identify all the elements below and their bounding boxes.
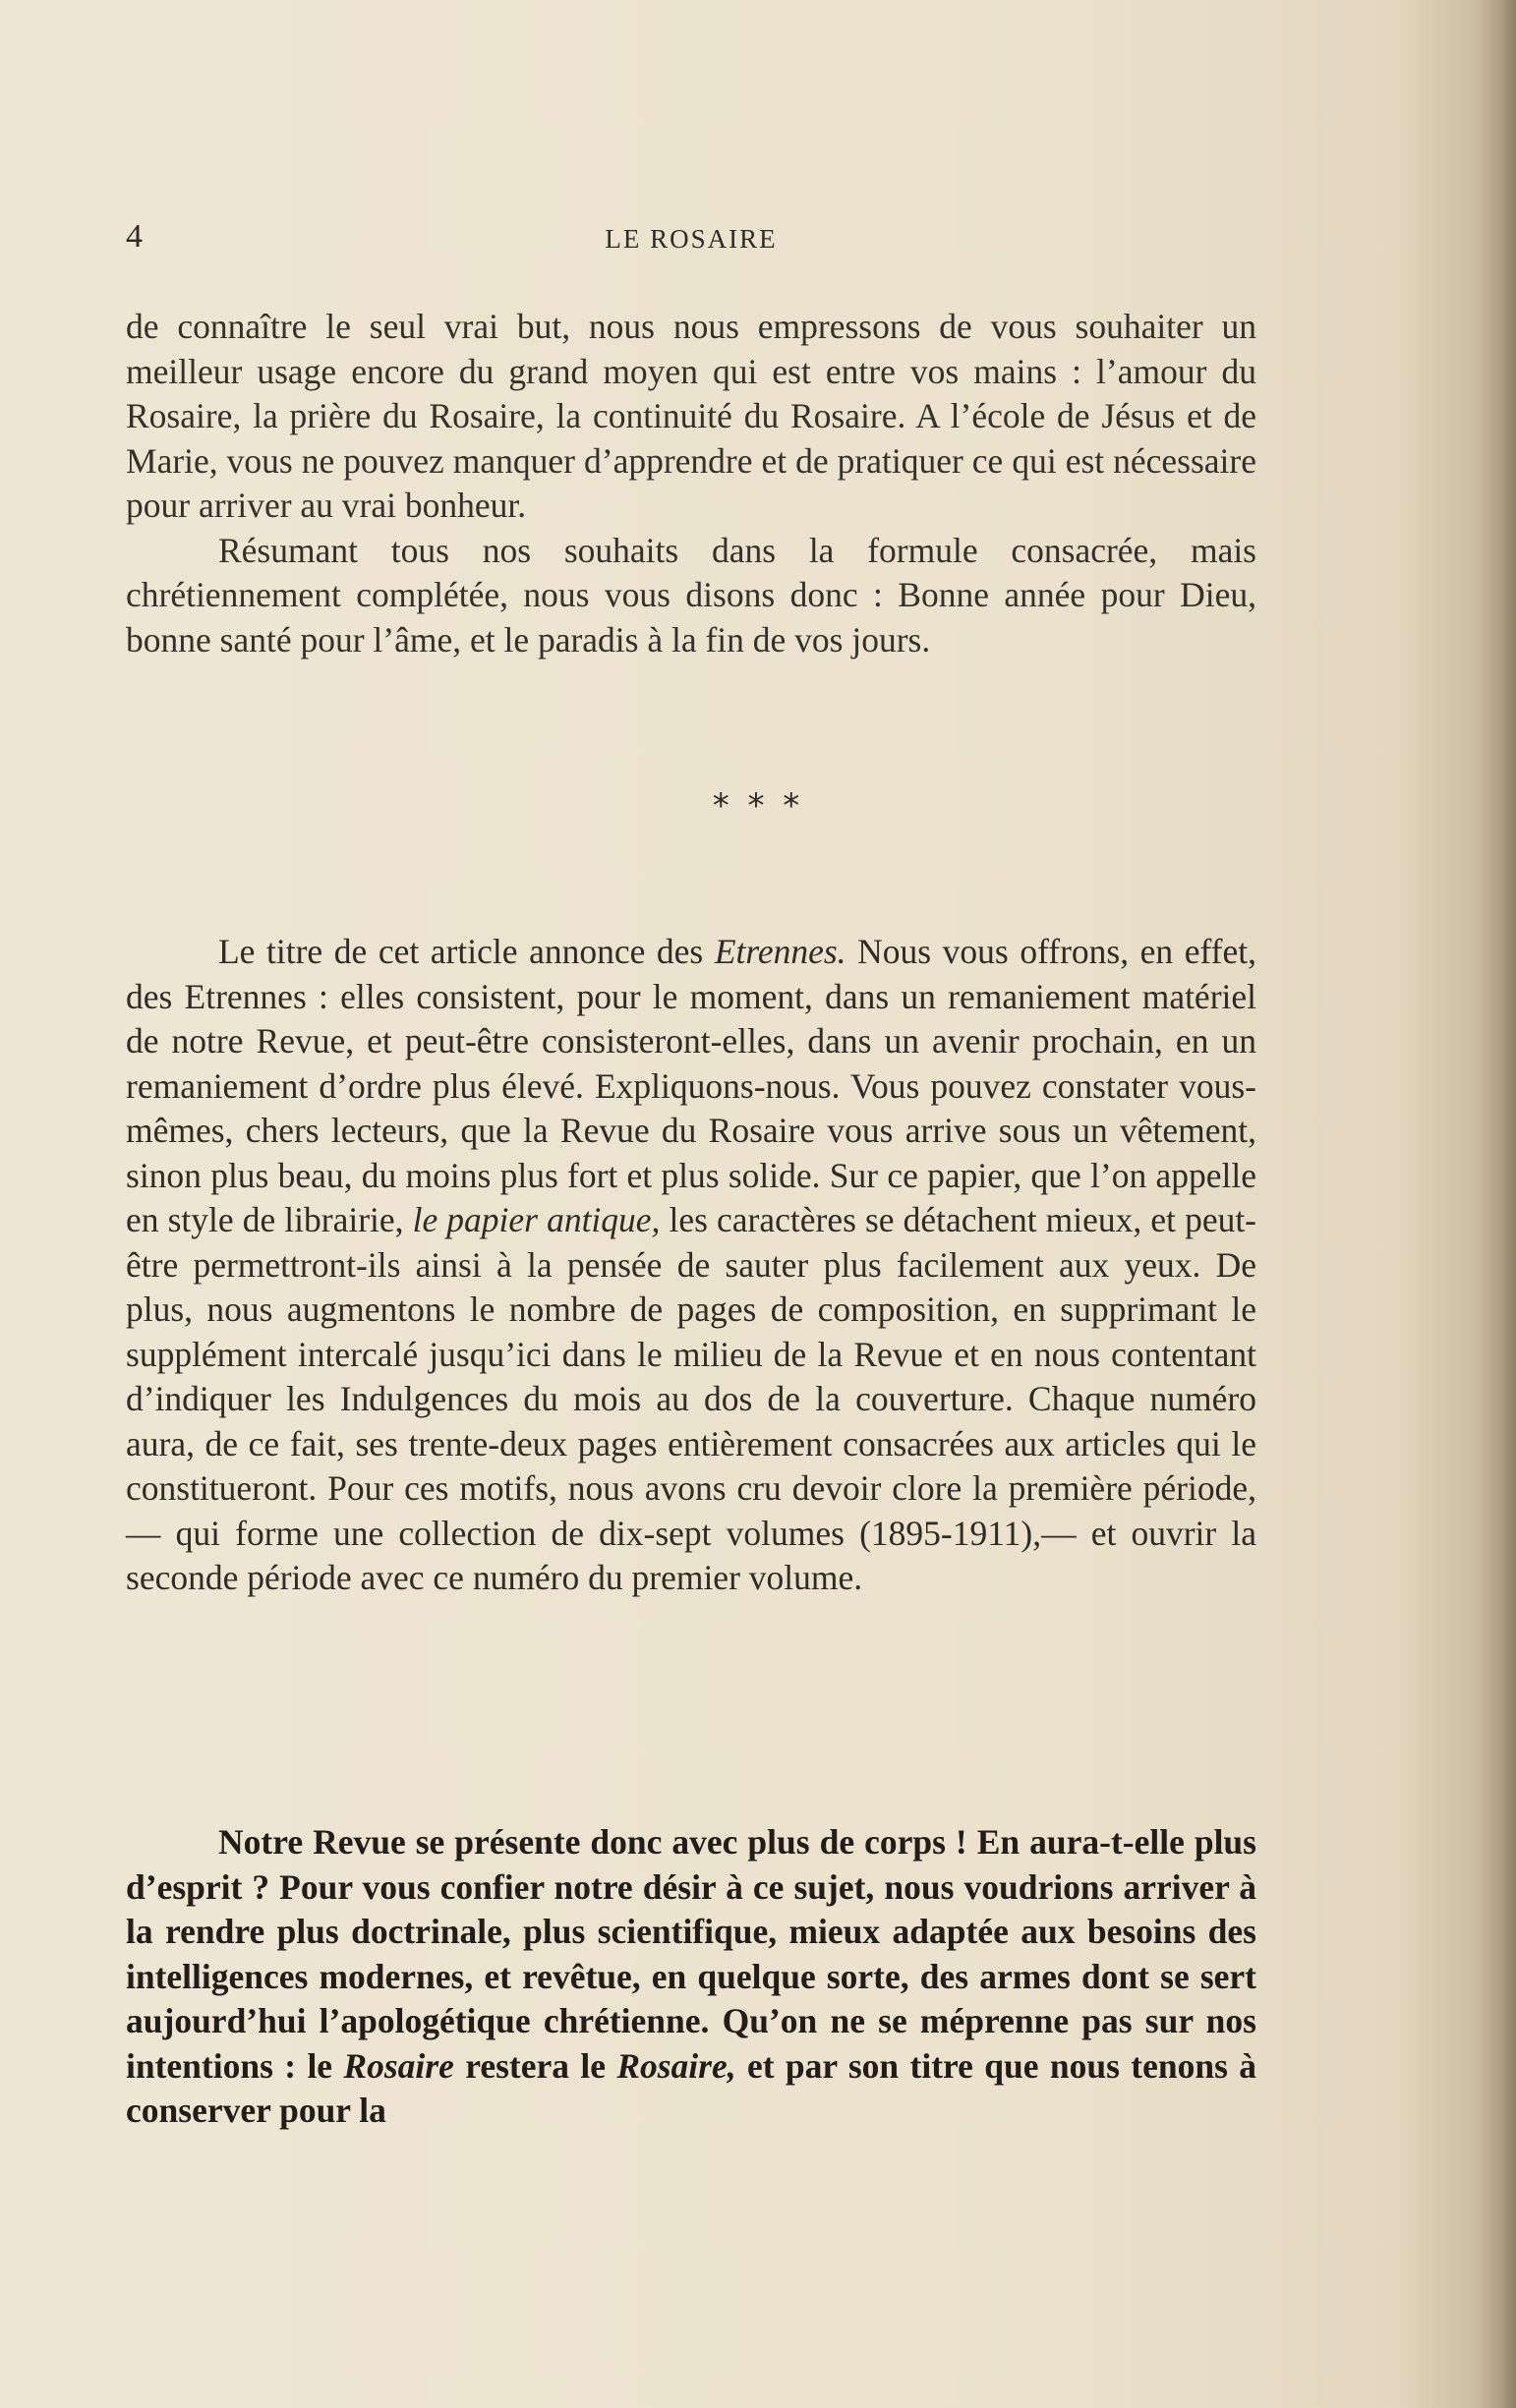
text-block-opening bbox=[126, 305, 1256, 662]
page-header bbox=[126, 218, 1256, 258]
paragraph-text: et par son titre que nous tenons à conserver pour la bbox=[126, 2045, 1256, 2130]
paragraph-text: Nous vous offrons, en effet, des Etrennes : elles consistent, pour le moment, dans un remaniement matériel de notre Revue, et peut-être consisteront-elles, dans un avenir prochain, en un remaniement d’ordre plus élevé. Expliquons-nous. Vous pouvez constater vous-mêmes, chers lecteurs, que la Revue du Rosaire vous arrive sous un vêtement, sinon plus beau, du moins plus fort et plus solide. Sur ce papier, que l’on appelle en style de librairie, bbox=[126, 932, 1256, 1239]
running-title: LE ROSAIRE bbox=[605, 224, 778, 254]
page-number: 4 bbox=[126, 218, 143, 255]
paragraph-continuation: de connaître le seul vrai but, nous nous empressons de vous souhaiter un meilleur usage encore du grand moyen qui est entre vos mains : l’amour du Rosaire, la prière du Rosaire, la continuité du Rosaire. A l’école de Jésus et de Marie, vous ne pouvez manquer d’apprendre et de pratiquer ce qui est nécessaire pour arriver au vrai bonheur. bbox=[126, 307, 1256, 525]
italic-term: Etrennes. bbox=[714, 932, 846, 971]
paragraph-text: Notre Revue se présente donc avec plus de corps ! En aura-t-elle plus d’esprit ? Pour vous confier notre désir à ce sujet, nous voudrions arriver à la rendre plus doctrinale, plus scientifique, mieux adaptée aux besoins des intelligences modernes, et revêtue, en quelque sorte, des armes dont se sert aujourd’hui l’apologétique chrétienne. Qu’on ne se méprenne pas sur nos intentions : le bbox=[126, 1822, 1256, 2086]
italic-term: Rosaire bbox=[343, 2045, 454, 2086]
paragraph-etrennes bbox=[126, 930, 1256, 1601]
paragraph-text: les caractères se détachent mieux, et peut-être permettront-ils ainsi à la pensée de sauter plus facilement aux yeux. De plus, nous augmentons le nombre de pages de composition, en supprimant le supplément intercalé jusqu’ici dans le milieu de la Revue et en nous contentant d’indiquer les Indulgences du mois au dos de la couverture. Chaque numéro aura, de ce fait, ses trente-deux pages entièrement consacrées aux articles qui le constitueront. Pour ces motifs, nous avons cru devoir clore la première période,— qui forme une collection de dix-sept volumes (1895-1911),— et ouvrir la seconde période avec ce numéro du premier volume. bbox=[126, 1200, 1257, 1597]
italic-term: le papier antique, bbox=[412, 1200, 661, 1239]
asterism-separator: * * * bbox=[712, 786, 804, 826]
text-block-etrennes bbox=[126, 930, 1256, 1601]
text-block-revue bbox=[126, 1820, 1256, 2134]
page-edge-shadow bbox=[1477, 0, 1516, 2408]
paragraph-revue bbox=[126, 1820, 1256, 2134]
paragraph-wishes: Résumant tous nos souhaits dans la formule consacrée, mais chrétiennement complétée, nous vous disons donc : Bonne année pour Dieu, bonne santé pour l’âme, et le paradis à la fin de vos jours. bbox=[126, 530, 1256, 659]
italic-term: Rosaire, bbox=[616, 2045, 736, 2086]
paragraph-text: restera le bbox=[453, 2045, 617, 2086]
paragraph-text: Le titre de cet article annonce des bbox=[218, 932, 715, 971]
